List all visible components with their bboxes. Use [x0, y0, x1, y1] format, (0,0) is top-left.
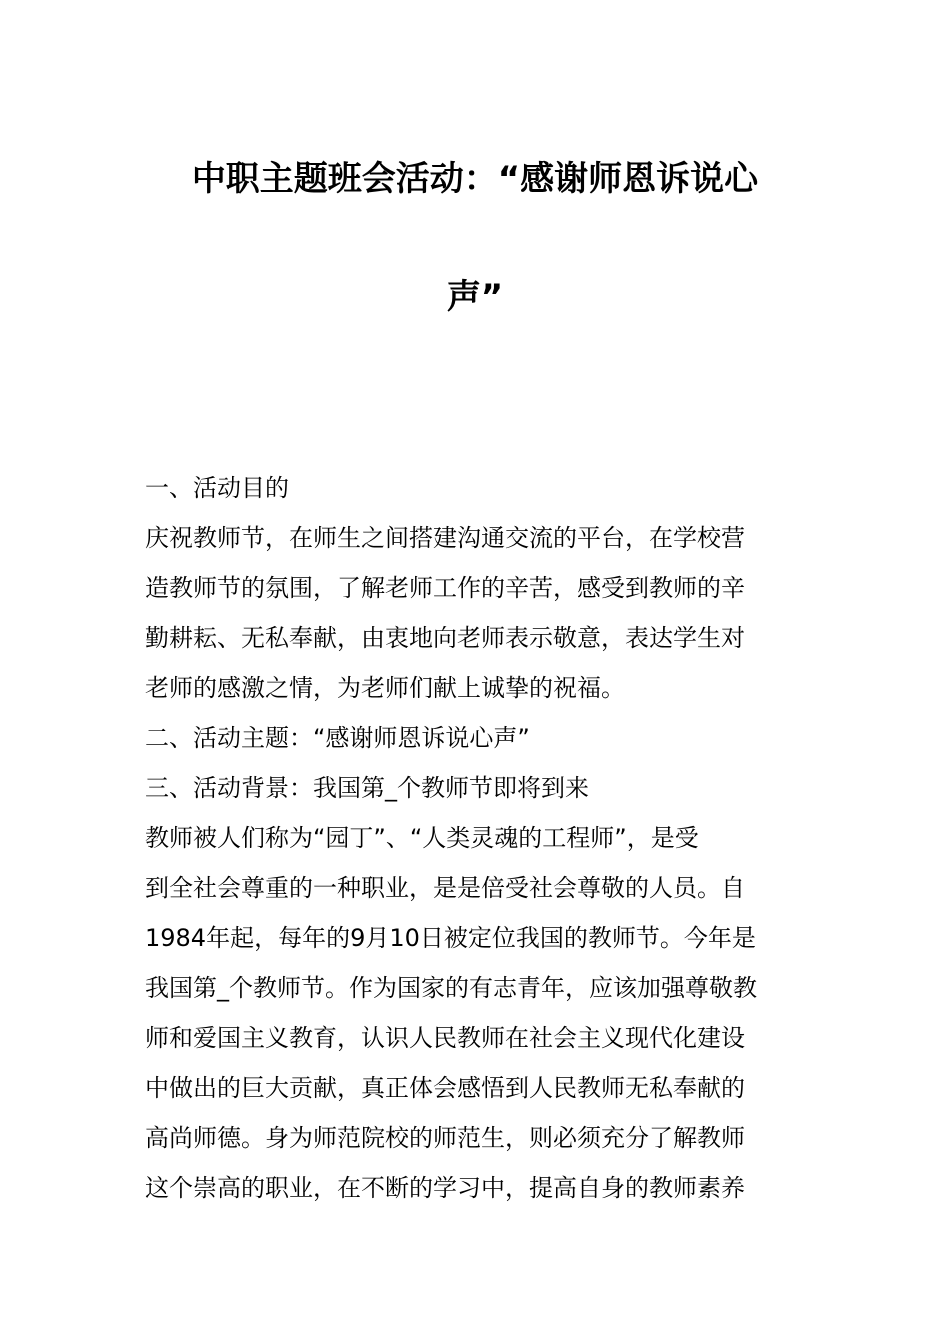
paragraph-line: 庆祝教师节，在师生之间搭建沟通交流的平台，在学校营	[145, 524, 745, 552]
document-title-line-2: 声”	[446, 277, 504, 317]
paragraph-line: 老师的感激之情，为老师们献上诚挚的祝福。	[145, 674, 625, 702]
section-heading-purpose: 一、活动目的	[145, 474, 289, 502]
paragraph-line: 这个崇高的职业，在不断的学习中，提高自身的教师素养	[145, 1174, 745, 1202]
paragraph-line: 高尚师德。身为师范院校的师范生，则必须充分了解教师	[145, 1124, 745, 1152]
section-heading-theme: 二、活动主题：“感谢师恩诉说心声”	[145, 724, 530, 752]
paragraph-line: 中做出的巨大贡献，真正体会感悟到人民教师无私奉献的	[145, 1074, 745, 1102]
paragraph-line: 教师被人们称为“园丁”、“人类灵魂的工程师”，是受	[145, 824, 699, 852]
document-title-line-1: 中职主题班会活动：“感谢师恩诉说心	[191, 159, 759, 199]
section-heading-background: 三、活动背景：我国第_个教师节即将到来	[145, 774, 589, 802]
paragraph-line: 造教师节的氛围，了解老师工作的辛苦，感受到教师的辛	[145, 574, 745, 602]
paragraph-line: 1984年起，每年的9月10日被定位我国的教师节。今年是	[145, 924, 756, 952]
paragraph-line: 勤耕耘、无私奉献，由衷地向老师表示敬意，表达学生对	[145, 624, 745, 652]
paragraph-line: 我国第_个教师节。作为国家的有志青年，应该加强尊敬教	[145, 974, 757, 1002]
document-body	[145, 468, 815, 1218]
paragraph-line: 师和爱国主义教育，认识人民教师在社会主义现代化建设	[145, 1024, 745, 1052]
paragraph-line: 到全社会尊重的一种职业，是是倍受社会尊敬的人员。自	[145, 874, 745, 902]
